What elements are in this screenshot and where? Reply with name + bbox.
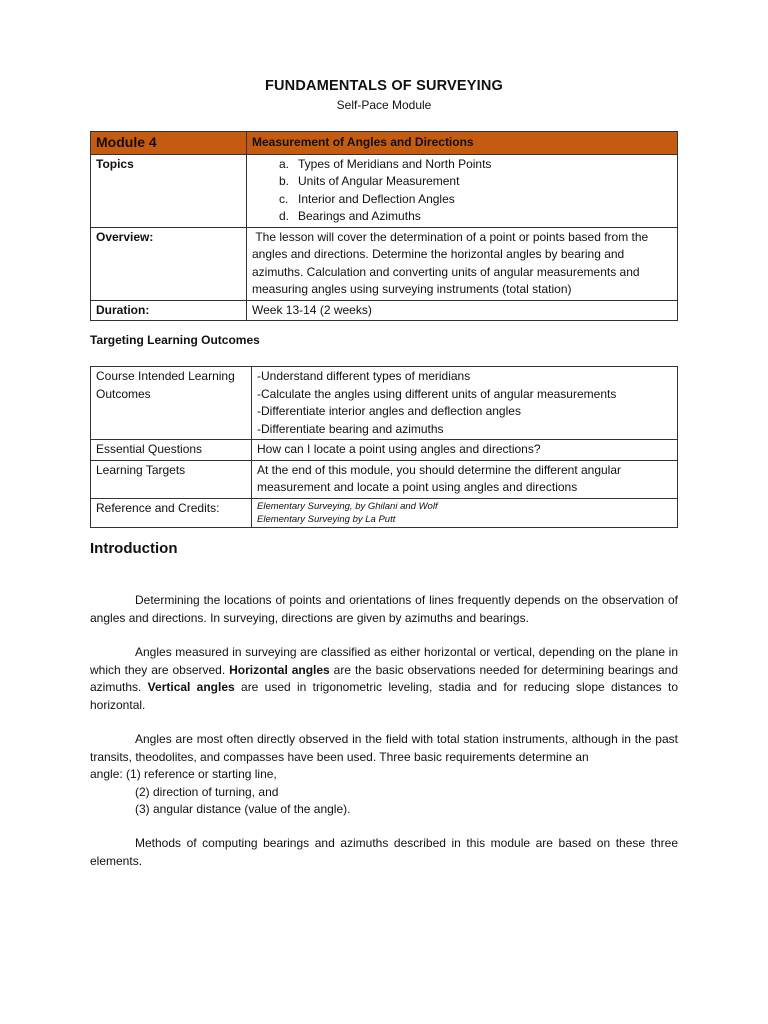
duration-label: Duration: bbox=[91, 300, 247, 321]
module-title: Measurement of Angles and Directions bbox=[247, 132, 678, 155]
cilo-label: Course Intended Learning Outcomes bbox=[91, 367, 252, 440]
essential-questions-label: Essential Questions bbox=[91, 440, 252, 461]
module-header-row bbox=[91, 132, 678, 155]
cilo-item: -Calculate the angles using different units of angular measurements bbox=[257, 386, 617, 401]
requirement-item: (3) angular distance (value of the angle). bbox=[135, 802, 351, 816]
module-number: Module 4 bbox=[91, 132, 247, 155]
term-vertical-angles: Vertical angles bbox=[147, 680, 235, 694]
reference-item: Elementary Surveying, by Ghilani and Wolf bbox=[257, 500, 438, 512]
intro-paragraph-3: Angles are most often directly observed in the field with total station instruments, although in the past transits, theodolites, and compasses have been used. Three basic requirements determine an bbox=[90, 732, 678, 764]
cilo-row bbox=[91, 367, 678, 440]
cilo-cell bbox=[252, 367, 678, 440]
reference-item: Elementary Surveying by La Putt bbox=[257, 513, 396, 525]
references-cell bbox=[252, 498, 678, 527]
term-horizontal-angles: Horizontal angles bbox=[229, 662, 330, 677]
references-label: Reference and Credits: bbox=[91, 498, 252, 527]
requirements-list bbox=[90, 766, 678, 819]
overview-label: Overview: bbox=[91, 227, 247, 300]
learning-targets-text: At the end of this module, you should determine the different angular measurement and locate a point using angles and directions bbox=[252, 460, 678, 498]
learning-targets-row bbox=[91, 460, 678, 498]
requirement-item: (2) direction of turning, and bbox=[135, 784, 279, 799]
duration-text: Week 13-14 (2 weeks) bbox=[247, 300, 678, 321]
topics-list bbox=[252, 156, 672, 226]
intro-paragraph-4: Methods of computing bearings and azimuths described in this module are based on these three elements. bbox=[90, 836, 678, 868]
essential-questions-text: How can I locate a point using angles and directions? bbox=[252, 440, 678, 461]
module-info-table bbox=[90, 131, 678, 321]
document-subtitle: Self-Pace Module bbox=[336, 98, 432, 112]
outcomes-heading: Targeting Learning Outcomes bbox=[90, 333, 260, 347]
topic-item: b. Units of Angular Measurement bbox=[279, 174, 460, 188]
cilo-item: -Understand different types of meridians bbox=[257, 369, 471, 383]
topics-cell bbox=[247, 154, 678, 227]
topic-item: d. Bearings and Azimuths bbox=[279, 209, 421, 223]
learning-outcomes-table bbox=[90, 366, 678, 528]
overview-row bbox=[91, 227, 678, 300]
topic-item: a. Types of Meridians and North Points bbox=[279, 156, 492, 171]
intro-paragraph-1: Determining the locations of points and orientations of lines frequently depends on the observation of angles and directions. In surveying, directions are given by azimuths and bearings. bbox=[90, 593, 678, 625]
topic-item: c. Interior and Deflection Angles bbox=[279, 191, 455, 206]
essential-questions-row bbox=[91, 440, 678, 461]
topics-row bbox=[91, 154, 678, 227]
introduction-heading: Introduction bbox=[90, 540, 178, 557]
topics-label: Topics bbox=[91, 154, 247, 227]
intro-paragraph-2: Angles measured in surveying are classified as either horizontal or vertical, depending on the plane in which they are observed. Horizontal angles are the basic observations needed for determining bearings and azimuths. Vertical angles are used in trigonometric leveling, stadia and for reducing slope distances to horizontal. bbox=[90, 645, 679, 712]
cilo-item: -Differentiate bearing and azimuths bbox=[257, 421, 444, 436]
duration-row bbox=[91, 300, 678, 321]
document-title: FUNDAMENTALS OF SURVEYING bbox=[264, 78, 504, 94]
learning-targets-label: Learning Targets bbox=[91, 460, 252, 498]
requirement-item: angle: (1) reference or starting line, bbox=[90, 767, 277, 781]
cilo-item: -Differentiate interior angles and deflection angles bbox=[257, 404, 521, 418]
references-row bbox=[91, 498, 678, 527]
overview-text: The lesson will cover the determination of a point or points based from the angles and directions. Determine the horizontal angles by bearing and azimuths. Calculation and converting units of angular measurements and measuring angles using surveying instruments (total station) bbox=[247, 227, 678, 300]
